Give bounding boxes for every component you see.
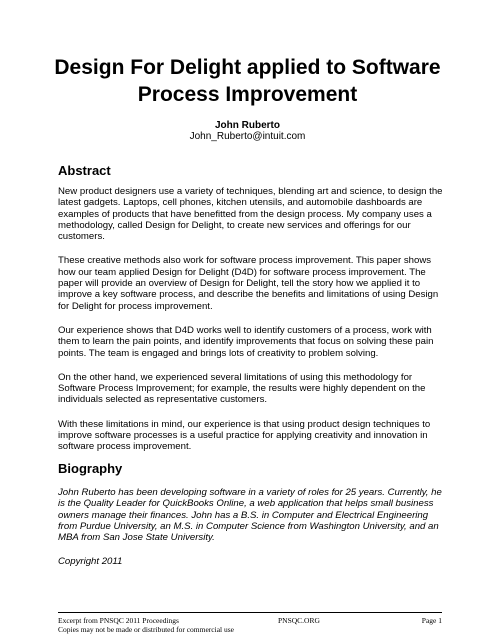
abstract-paragraph: With these limitations in mind, our experience is that using product design techniques to improve software processes is a useful practice for applying creativity and innovation in software process improvement. — [58, 418, 431, 453]
author-name: John Ruberto — [215, 120, 280, 131]
author-email: John_Ruberto@intuit.com — [189, 131, 306, 142]
biography-text: John Ruberto has been developing software in a variety of roles for 25 years. Currently, he is the Quality Leader for QuickBooks Online, a web application that helps small business owners manage their finances. John has a B.S. in Computer and Electrical Engineering from Purdue University, an M.S. in Computer Science from Washington University, and an MBA from San Jose State University. — [58, 487, 442, 544]
abstract-heading: Abstract — [58, 163, 111, 178]
biography-heading: Biography — [58, 461, 123, 476]
footer-divider — [58, 612, 442, 613]
abstract-paragraph: On the other hand, we experienced several limitations of using this methodology for Software Process Improvement; for example, the results were highly dependent on the individuals selected as representative customers. — [58, 371, 426, 406]
footer-page-number: Page 1 — [421, 616, 442, 625]
copyright-text: Copyright 2011 — [58, 556, 123, 568]
abstract-paragraph: New product designers use a variety of techniques, blending art and science, to design the latest gadgets. Laptops, cell phones, kitchen utensils, and automobile dashboards are examples of products that have benefitted from the design process. My company uses a methodology, called Design for Delight, to create new services and offerings for our customers. — [58, 186, 443, 243]
biography-body — [58, 487, 448, 581]
abstract-paragraph: Our experience shows that D4D works well to identify customers of a process, work with them to learn the pain points, and identify improvements that focus on solving these pain points. The team is engaged and brings lots of creativity to problem solving. — [58, 324, 434, 359]
abstract-body — [58, 186, 448, 466]
footer-site: PNSQC.ORG — [278, 616, 320, 625]
footer-excerpt: Excerpt from PNSQC 2011 Proceedings — [58, 616, 179, 625]
footer-notice: Copies may not be made or distributed for commercial use — [58, 625, 234, 634]
abstract-paragraph: These creative methods also work for software process improvement. This paper shows how our team applied Design for Delight (D4D) for software process improvement. The paper will provide an overview of Design for Delight, tell the story how we applied it to improve a key software process, and describe the benefits and limitations of using Design for Delight for process improvement. — [58, 255, 439, 312]
paper-title: Design For Delight applied to Software Process Improvement — [54, 56, 441, 106]
